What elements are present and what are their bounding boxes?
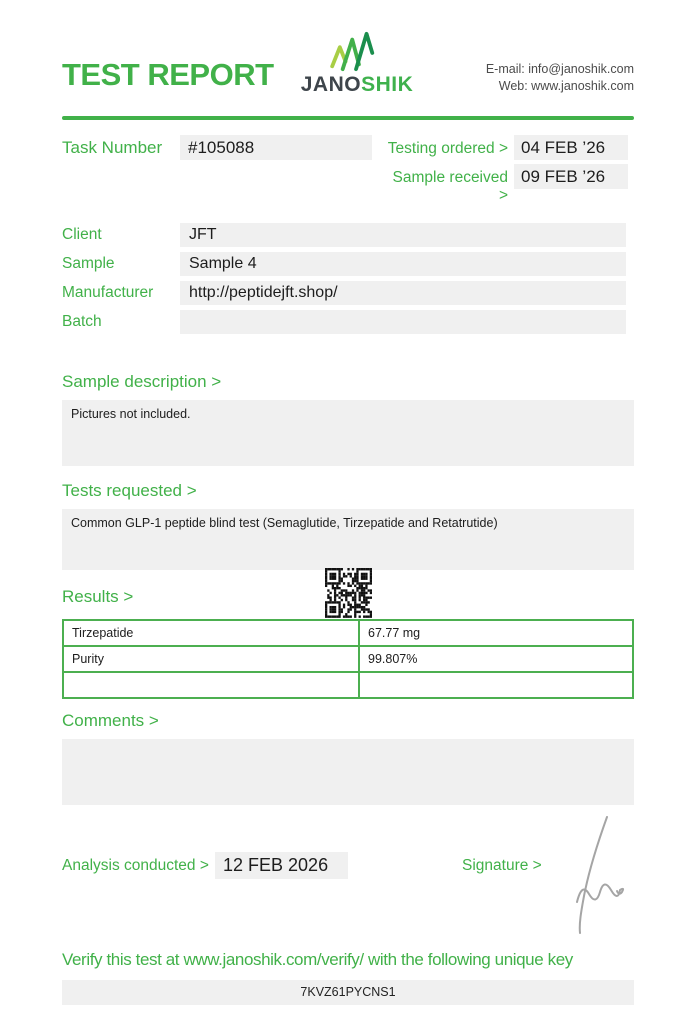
- batch-value: [180, 310, 626, 334]
- sample-received-label: Sample received >: [392, 169, 508, 204]
- sample-received-value: 09 FEB ’26: [514, 164, 628, 189]
- testing-ordered-value: 04 FEB ’26: [514, 135, 628, 160]
- header-divider: [62, 116, 634, 120]
- testing-ordered-label: Testing ordered >: [387, 140, 508, 157]
- table-row: [63, 672, 633, 698]
- unique-key-value: 7KVZ61PYCNS1: [62, 980, 634, 1005]
- task-number-label: Task Number: [62, 138, 163, 157]
- tests-requested-heading: Tests requested >: [62, 481, 197, 500]
- janoshik-logo: [296, 30, 418, 97]
- result-name: [63, 672, 359, 698]
- sample-description-box: Pictures not included.: [62, 400, 634, 466]
- tests-requested-box: Common GLP-1 peptide blind test (Semaglutide, Tirzepatide and Retatrutide): [62, 509, 634, 570]
- sample-value: Sample 4: [180, 252, 626, 276]
- result-name: Tirzepatide: [63, 620, 359, 646]
- logo-text-dark: JANO: [300, 73, 362, 96]
- result-value: [359, 672, 633, 698]
- batch-label: Batch: [62, 313, 102, 330]
- manufacturer-value: http://peptidejft.shop/: [180, 281, 626, 305]
- handwritten-signature: [548, 812, 630, 936]
- manufacturer-label: Manufacturer: [62, 284, 154, 301]
- verify-instruction: Verify this test at www.janoshik.com/verify/ with the following unique key: [62, 950, 573, 969]
- task-number-value: #105088: [180, 135, 372, 160]
- result-value: 99.807%: [359, 646, 633, 672]
- results-heading: Results >: [62, 587, 134, 606]
- contact-web: Web: www.janoshik.com: [498, 79, 634, 93]
- results-table: [62, 619, 634, 699]
- sample-label: Sample: [62, 255, 115, 272]
- page-title: TEST REPORT: [62, 57, 274, 92]
- analysis-date-value: 12 FEB 2026: [215, 852, 348, 879]
- contact-info: [486, 61, 634, 95]
- logo-text-green: SHIK: [361, 73, 414, 96]
- table-row: [63, 646, 633, 672]
- chart-bars-up-icon: [328, 30, 386, 72]
- table-row: [63, 620, 633, 646]
- qr-code: [325, 568, 372, 618]
- signature-label: Signature >: [462, 857, 542, 874]
- result-name: Purity: [63, 646, 359, 672]
- result-value: 67.77 mg: [359, 620, 633, 646]
- client-label: Client: [62, 226, 102, 243]
- contact-email: E-mail: info@janoshik.com: [485, 62, 634, 76]
- logo-wordmark: [296, 73, 418, 97]
- client-value: JFT: [180, 223, 626, 247]
- analysis-conducted-label: Analysis conducted >: [62, 857, 209, 874]
- sample-description-heading: Sample description >: [62, 372, 222, 391]
- comments-box: [62, 739, 634, 805]
- comments-heading: Comments >: [62, 711, 159, 730]
